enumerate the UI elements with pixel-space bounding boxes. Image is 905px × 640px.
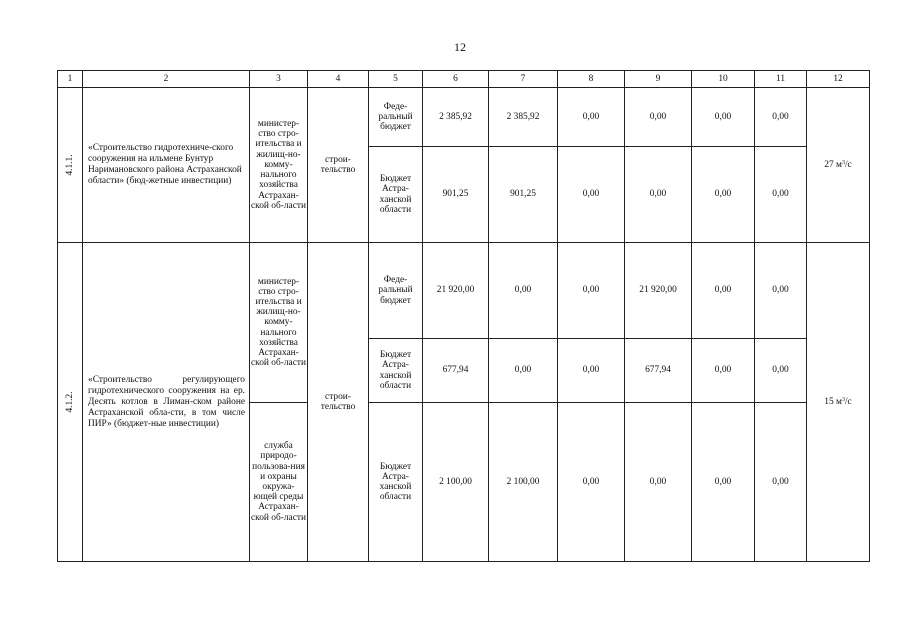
measure-number: 4.1.2. xyxy=(64,391,75,413)
value-cell: 0,00 xyxy=(558,339,625,403)
program-measures-table xyxy=(57,70,870,562)
value-cell: 0,00 xyxy=(692,88,755,147)
responsible-executor: министер-ство стро-ительства и жилищ-но-комму-нального хозяйства Астрахан-ской об-ласти xyxy=(250,88,308,243)
value-cell: 677,94 xyxy=(625,339,692,403)
funding-source: Бюджет Астра-ханской области xyxy=(369,403,423,562)
result-exponent: 3 xyxy=(841,159,845,166)
measure-number-cell xyxy=(58,243,83,562)
column-number: 5 xyxy=(369,71,423,88)
value-cell: 2 100,00 xyxy=(423,403,489,562)
funding-source: Феде-ральный бюджет xyxy=(369,243,423,339)
value-cell: 901,25 xyxy=(423,147,489,243)
value-cell: 21 920,00 xyxy=(423,243,489,339)
column-number: 4 xyxy=(308,71,369,88)
value-cell: 2 385,92 xyxy=(489,88,558,147)
responsible-executor: министер-ство стро-ительства и жилищ-но-комму-нального хозяйства Астрахан-ской об-ласти xyxy=(250,243,308,403)
measure-name: «Строительство гидротехниче-ского сооружения на ильмене Бунтур Наримановского района Астраханской области» (бюд-жетные инвестиции) xyxy=(83,88,250,243)
value-cell: 0,00 xyxy=(558,147,625,243)
column-number: 3 xyxy=(250,71,308,88)
funding-source: Бюджет Астра-ханской области xyxy=(369,339,423,403)
page-number: 12 xyxy=(454,40,466,54)
funding-source: Феде-ральный бюджет xyxy=(369,88,423,147)
responsible-executor: служба природо-пользова-ния и охраны окружа-ющей среды Астрахан-ской об-ласти xyxy=(250,403,308,562)
value-cell: 901,25 xyxy=(489,147,558,243)
value-cell: 21 920,00 xyxy=(625,243,692,339)
value-cell: 2 100,00 xyxy=(489,403,558,562)
table-row xyxy=(58,88,870,147)
measure-number-cell xyxy=(58,88,83,243)
result-value: 27 м xyxy=(824,159,842,170)
measure-name: «Строительство регулирующего гидротехнического сооружения на ер. Десять котлов в Лиман-ском районе Астраханской обла-сти, в том числе ПИР» (бюджет-ные инвестиции) xyxy=(83,243,250,562)
result-unit: /с xyxy=(844,159,852,170)
result-unit: /с xyxy=(844,396,852,407)
value-cell: 0,00 xyxy=(558,88,625,147)
value-cell: 0,00 xyxy=(755,88,807,147)
column-number: 1 xyxy=(58,71,83,88)
value-cell: 0,00 xyxy=(558,403,625,562)
column-number: 11 xyxy=(755,71,807,88)
work-type: строи-тельство xyxy=(308,243,369,562)
result-indicator xyxy=(807,88,870,243)
column-number: 8 xyxy=(558,71,625,88)
work-type: строи-тельство xyxy=(308,88,369,243)
value-cell: 0,00 xyxy=(692,243,755,339)
column-number: 2 xyxy=(83,71,250,88)
column-number: 9 xyxy=(625,71,692,88)
value-cell: 0,00 xyxy=(625,147,692,243)
column-number: 10 xyxy=(692,71,755,88)
value-cell: 0,00 xyxy=(755,147,807,243)
value-cell: 677,94 xyxy=(423,339,489,403)
value-cell: 0,00 xyxy=(625,88,692,147)
column-number-row xyxy=(58,71,870,88)
value-cell: 0,00 xyxy=(692,339,755,403)
value-cell: 0,00 xyxy=(489,243,558,339)
value-cell: 0,00 xyxy=(755,243,807,339)
measure-number: 4.1.1. xyxy=(64,154,75,176)
funding-source: Бюджет Астра-ханской области xyxy=(369,147,423,243)
result-exponent: 3 xyxy=(841,396,845,403)
result-value: 15 м xyxy=(824,396,842,407)
value-cell: 0,00 xyxy=(755,339,807,403)
column-number: 12 xyxy=(807,71,870,88)
result-indicator xyxy=(807,243,870,562)
value-cell: 0,00 xyxy=(625,403,692,562)
value-cell: 0,00 xyxy=(558,243,625,339)
value-cell: 0,00 xyxy=(692,147,755,243)
column-number: 6 xyxy=(423,71,489,88)
value-cell: 2 385,92 xyxy=(423,88,489,147)
value-cell: 0,00 xyxy=(692,403,755,562)
value-cell: 0,00 xyxy=(489,339,558,403)
value-cell: 0,00 xyxy=(755,403,807,562)
table-row xyxy=(58,243,870,339)
column-number: 7 xyxy=(489,71,558,88)
